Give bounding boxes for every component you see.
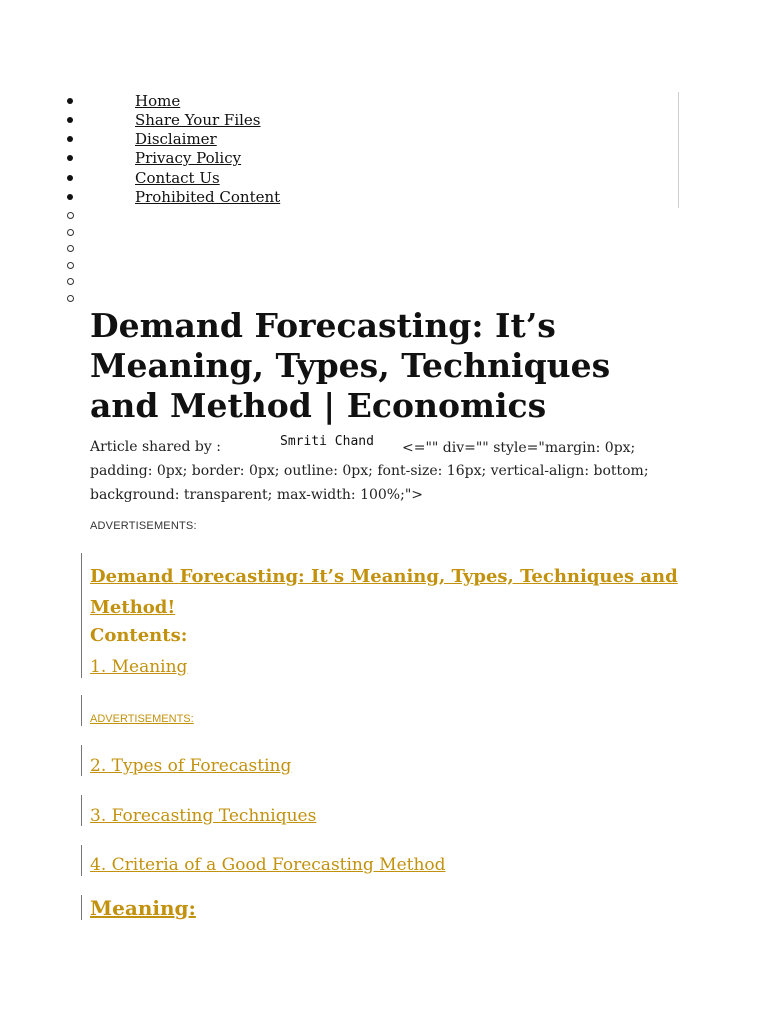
hollow-bullet-icon — [67, 212, 74, 219]
nav-link-home[interactable]: Home — [135, 92, 181, 110]
nav-divider — [678, 92, 679, 208]
toc-link-criteria-good-forecasting-method[interactable]: 4. Criteria of a Good Forecasting Method — [90, 855, 446, 875]
hollow-bullet-icon — [67, 262, 74, 269]
advertisement-label: ADVERTISEMENTS: — [90, 520, 197, 532]
content-border — [81, 745, 82, 776]
hollow-bullet-icon — [67, 278, 74, 285]
toc-link-types-of-forecasting[interactable]: 2. Types of Forecasting — [90, 756, 292, 776]
nav-item-home — [0, 92, 400, 111]
toc-title-link[interactable]: Demand Forecasting: It’s Meaning, Types, Techniques and Method! — [90, 566, 678, 618]
nav-item-privacy-policy — [0, 149, 400, 168]
article-title: Demand Forecasting: It’s Meaning, Types, Techniques and Method | Economics — [90, 306, 611, 425]
hollow-bullet-icon — [67, 229, 74, 236]
raw-markup-text: padding: 0px; border: 0px; outline: 0px; font-size: 16px; vertical-align: bottom; — [90, 463, 649, 479]
hollow-bullet-icon — [67, 295, 74, 302]
nav-item-prohibited-content — [0, 188, 400, 207]
contents-label: Contents: — [90, 625, 188, 646]
nav-link-prohibited-content[interactable]: Prohibited Content — [135, 188, 281, 206]
content-border — [81, 795, 82, 826]
nav-link-disclaimer[interactable]: Disclaimer — [135, 130, 217, 148]
bullet-icon — [67, 194, 73, 200]
bullet-icon — [67, 136, 73, 142]
toc-link-forecasting-techniques[interactable]: 3. Forecasting Techniques — [90, 806, 317, 826]
bullet-icon — [67, 175, 73, 181]
hollow-bullet-icon — [67, 245, 74, 252]
nav-item-contact-us — [0, 169, 400, 188]
nav-item-disclaimer — [0, 130, 400, 149]
bullet-icon — [67, 117, 73, 123]
bullet-icon — [67, 98, 73, 104]
content-border — [81, 845, 82, 876]
nav-link-contact-us[interactable]: Contact Us — [135, 169, 220, 187]
nav-item-share-your-files — [0, 111, 400, 130]
raw-markup-text: background: transparent; max-width: 100%;"> — [90, 487, 423, 503]
nav-link-share-your-files[interactable]: Share Your Files — [135, 111, 261, 129]
author-name[interactable]: Smriti Chand — [280, 434, 374, 449]
content-border — [81, 895, 82, 920]
table-of-contents-border — [81, 553, 82, 678]
content-border — [81, 695, 82, 726]
advertisement-label-link[interactable]: ADVERTISEMENTS: — [90, 713, 194, 725]
section-heading-meaning: Meaning: — [90, 896, 196, 920]
nav-link-privacy-policy[interactable]: Privacy Policy — [135, 149, 242, 167]
raw-markup-text: <="" div="" style="margin: 0px; — [402, 440, 636, 456]
bullet-icon — [67, 155, 73, 161]
toc-link-meaning[interactable]: 1. Meaning — [90, 657, 188, 677]
byline-prefix: Article shared by : — [90, 439, 221, 455]
